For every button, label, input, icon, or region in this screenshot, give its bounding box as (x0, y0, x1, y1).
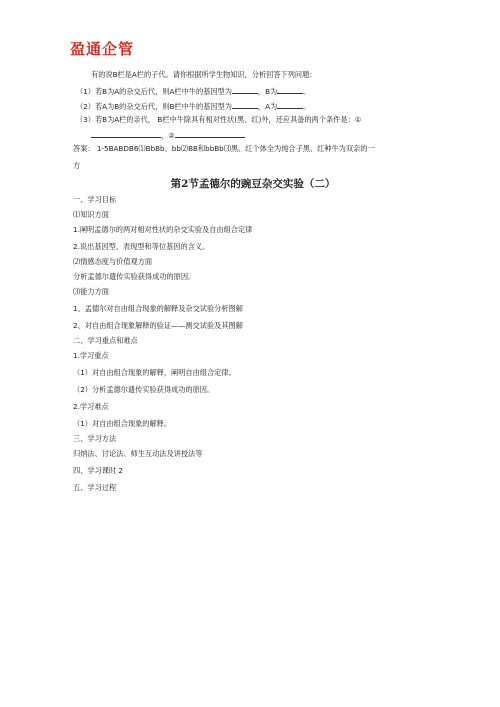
q2-text-b: ，A为 (257, 102, 278, 111)
question-2 (73, 100, 433, 112)
outline-list (73, 195, 433, 493)
intro-text: 有的说B栏是A栏的子代。请你根据所学生物知识，分析回答下列问题： (91, 70, 317, 79)
outline-line: 2.说出基因型、表现型和等位基因的含义。 (73, 242, 210, 251)
q2-text-c: 。 (303, 102, 311, 111)
outline-line: ⑵情感态度与价值观方面 (73, 257, 153, 266)
document-body (73, 70, 433, 493)
answer-line-1: 答案： 1-5BABDB6⑴BbBb、bb⑵BB和bbBb⑶黑、红个体全为纯合子黑、红种牛为双亲的一 (73, 144, 375, 153)
outline-line: 1、孟德尔对自由组合现象的解释及杂交试验分析图解 (73, 304, 243, 313)
outline-line: （1）对自由组合现象的解释，阐明自由组合定律。 (73, 368, 236, 377)
q2-blank-2[interactable] (277, 100, 303, 109)
question-3: （3）若B为A栏的亲代， B栏中牛除具有相对性状(黑、红)外，还应具备的两个条件是：① (76, 115, 362, 124)
outline-line: 一、学习目标 (73, 195, 117, 204)
answer-line-2: 方 (73, 161, 81, 170)
outline-line: 2、对自由组合现象解释的验证——测交试验及其图解 (73, 321, 243, 330)
q1-text-a: （1）若B为A的杂交后代，则A栏中牛的基因型为 (76, 87, 232, 96)
outline-line: 1.学习重点 (73, 351, 109, 360)
outline-line: 归纳法、讨论法、师生互动法及讲授法等 (73, 449, 203, 458)
question-3-blanks (73, 129, 433, 141)
outline-line: （2）分析孟德尔遗传实验获得成功的原因。 (73, 385, 215, 394)
question-1 (73, 85, 433, 97)
q3-blank-2[interactable] (175, 129, 245, 138)
outline-line: 分析孟德尔遗传实验获得成功的原因。 (73, 272, 196, 281)
section-title: 第2节孟德尔的豌豆杂交实验（二） (170, 178, 336, 190)
outline-line: 1.阐明孟德尔的两对相对性状的杂交实验及自由组合定律 (73, 225, 253, 234)
q1-blank-1[interactable] (232, 85, 258, 94)
q3-blank-1[interactable] (91, 129, 161, 138)
q2-text-a: （2）若A为B的杂交后代，则B栏中牛的基因型为 (76, 102, 232, 111)
q1-text-c: 。 (303, 87, 311, 96)
company-logo: 盈通企管 (70, 40, 135, 58)
outline-line: 2.学习难点 (73, 402, 109, 411)
outline-line: ⑶能力方面 (73, 287, 109, 296)
q3-text-b: ，② (161, 131, 175, 140)
q1-text-b: ，B为 (257, 87, 278, 96)
outline-line: 五、学习过程 (73, 483, 117, 492)
outline-line: 四、学习课时 2 (73, 466, 123, 475)
outline-line: （1）对自由组合现象的解释。 (73, 419, 172, 428)
q2-blank-1[interactable] (232, 100, 258, 109)
outline-line: ⑴知识方面 (73, 210, 109, 219)
outline-line: 三、学习方法 (73, 434, 117, 443)
outline-line: 二、学习重点和难点 (73, 336, 138, 345)
q1-blank-2[interactable] (277, 85, 303, 94)
